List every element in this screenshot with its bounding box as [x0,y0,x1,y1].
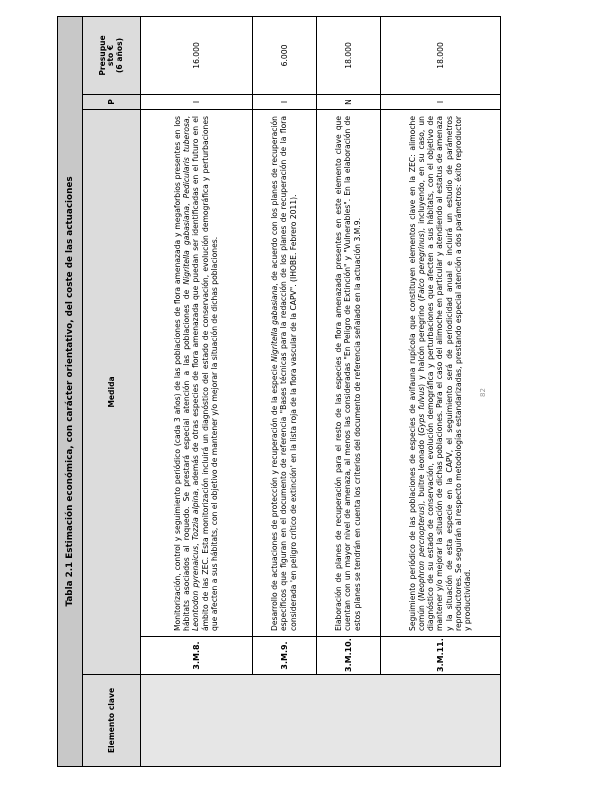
text-run: Seguimiento periódico de las poblaciones de especies de avifauna rupícola que constituyen elementos clave en la ZEC: alimoche común ( [407,116,426,631]
header-presupuesto-line2: sto € [106,44,116,67]
measure-code: 3.M.9. [253,637,317,675]
header-presupuesto-line1: Presupue [97,35,107,76]
measure-description [317,110,381,637]
species-name: Pedicularis tuberosa [182,118,192,199]
text-run: Desarrollo de actuaciones de protección y recuperación de la especie [270,361,280,631]
budget-cell: 16.000 [141,16,253,94]
elemento-clave-cell [141,675,501,767]
table-row [253,16,317,766]
measure-description [253,110,317,637]
table-title: Tabla 2.1 Estimación económica, con carácter orientativo, del coste de las actuaciones [58,16,83,766]
budget-cell: 18.000 [317,16,381,94]
header-elemento-clave: Elemento clave [83,675,141,767]
cost-estimate-table [57,16,501,767]
text-run: Monitorización, control y seguimiento periódico (cada 3 años) de las poblaciones de flora amenazada y megaforbios presentes en los hábitats asociados al roquedo. Se prestará especial atención a las poblaciones de [172,116,192,631]
budget-cell: 6.000 [253,16,317,94]
text-run: ) y halcón peregrino ( [416,298,426,387]
text-run: , de acuerdo con los planes de recuperación específicos que figuran en el documento de referencia "Bases técnicas para la redacción de los planes de recuperación de la flora considerada 'en peligro crítico de extinción' en la lista roja de la flora vascular de la CAPV". (IHOBE. Febrero 2011). [270,116,298,631]
text-run: Elaboración de planes de recuperación para el resto de las especies de flora amenazada presentes en este elemento clave que cuentan con un mayor nivel de amenaza, al menos las consideradas "En Peligro de Extinción" y "Vulnerables". En la elaboración de estos planes se tendrán en cuenta los criterios del documento de referencia señalado en la actuación 3.M.9. [334,116,362,631]
budget-cell: 18.000 [381,16,501,94]
measure-code: 3.M.11. [381,637,501,675]
priority-cell: N [317,95,381,110]
header-presupuesto-line3: (6 años) [114,37,124,74]
text-run: ), incluyendo, en su caso, un diagnóstico de su estado de conservación, evolución demográfica y perturbaciones que afecten a sus hábitats, con el objetivo de mantener y/o mejorar la situación de dichas poblaciones. Para el caso del alimoche en particular y atendiendo al estatus de amenaza y la situación de esta especie en la CAPV, el seguimiento será de periodicidad anual e incluirá un estudio de parámetros reproductores. Se seguirán al respecto metodologías estandarizadas, prestando especial atención a dos parámetros: éxito reproductor y productividad. [416,116,473,631]
text-run: , [182,198,192,206]
table-row [317,16,381,766]
header-medida: Medida [83,110,141,675]
table-header-row [83,16,141,766]
species-name: Nigritella gabasiana [270,285,280,362]
header-p: P [83,95,141,110]
priority-cell: I [381,95,501,110]
species-name: Gyps fulvus [416,386,426,433]
species-name: Nigritella gabasiana [182,205,192,285]
header-presupuesto [83,16,141,94]
measure-code: 3.M.10. [317,637,381,675]
priority-cell: I [253,95,317,110]
species-name: Neophron percnopterus [416,506,426,599]
table-row [141,16,253,766]
measure-code: 3.M.8. [141,637,253,675]
species-name: Falco peregrinus [416,233,426,299]
species-name: Tozzia alpina [191,490,201,541]
table-row [381,16,501,766]
text-run: ), buitre leonado ( [416,432,426,507]
species-name: Leontodon pyrenaicus [191,545,201,631]
page-number: 82 [479,388,487,397]
table-title-row [58,16,83,766]
priority-cell: I [141,95,253,110]
measure-description [381,110,501,637]
text-run: , además de otras especies de flora amenazada que puedan ser identificadas en el futuro en el ámbito de las ZEC. Esta monitorización incluirá un diagnóstico del estado de conservación, evolución demográfica y perturbaciones que afecten a sus hábitats, con el objetivo de mantener y/o mejorar la situación de dichas poblaciones. [191,116,219,631]
text-run: , [191,540,201,546]
measure-description [141,110,253,637]
text-run: , [182,115,192,119]
